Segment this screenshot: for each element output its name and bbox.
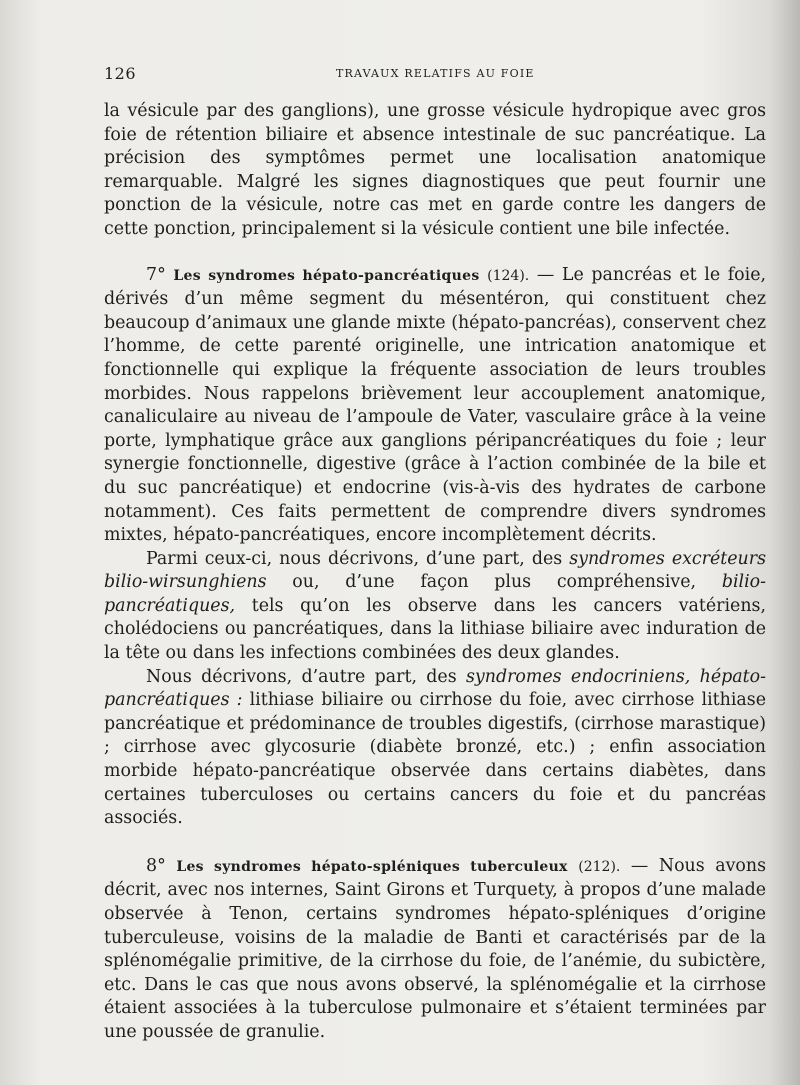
- section-8-ref: (212).: [578, 858, 621, 875]
- paragraph-endocriniens-b: lithiase biliaire ou cirrhose du foie, avec cirrhose lithiase pancréatique et prédominance de troubles digestifs, (cirrhose marastique) ; cirrhose avec glycosurie (diabète bronzé, etc.) ; enfin association morbide hépato-pancréatique observée dans certains diabètes, dans certaines tuberculoses ou certains cancers du foie et du pancréas associés.: [104, 690, 766, 829]
- running-title: TRAVAUX RELATIFS AU FOIE: [336, 67, 535, 80]
- section-7-paragraph: [104, 264, 766, 548]
- paragraph-bilio: [104, 548, 766, 666]
- section-8-text: — Nous avons décrit, avec nos internes, Saint Girons et Turquety, à propos d’une malade observée à Tenon, certains syndromes hépato-spléniques d’origine tuberculeuse, voisins de la maladie de Banti et caractérisés par de la splénomégalie primitive, de la cirrhose du foie, de l’anémie, du subictère, etc. Dans le cas que nous avons observé, la splénomégalie et la cirrhose étaient associées à la tuberculose pulmonaire et s’étaient terminées par une poussée de granulie.: [104, 855, 767, 1042]
- page-header: [104, 64, 764, 84]
- section-7-heading: Les syndromes hépato-pancréatiques: [173, 267, 480, 284]
- paragraph-bilio-a: Parmi ceux-ci, nous décrivons, d’une part, des: [146, 548, 563, 569]
- term-endocriniens: syndromes endocriniens, hépato-pancréatiques :: [104, 666, 766, 711]
- section-8-paragraph: [104, 855, 766, 1045]
- section-8-number: 8°: [146, 855, 166, 876]
- section-7-number: 7°: [146, 264, 166, 285]
- paragraph-bilio-b: ou, d’une façon plus compréhensive,: [292, 572, 697, 593]
- body-text: [104, 100, 766, 1045]
- term-bilio-pancreatiques: bilio-pancréatiques,: [104, 572, 766, 616]
- section-7-text: — Le pancréas et le foie, dérivés d’un même segment du mésentéron, qui constituent chez beaucoup d’animaux une glande mixte (hépato-pancréas), conservent chez l’homme, de cette parenté originelle, une intrication anatomique et fonctionnelle qui explique la fréquente association de leurs troubles morbides. Nous rappelons brièvement leur accouplement anatomique, canaliculaire au niveau de l’ampoule de Vater, vasculaire grâce à la veine porte, lymphatique grâce aux ganglions péripancréatiques du foie ; leur synergie fonctionnelle, digestive (grâce à l’action combinée de la bile et du suc pancréatique) et endocrine (vis-à-vis des hydrates de carbone notamment). Ces faits permettent de comprendre divers syndromes mixtes, hépato-pancréatiques, encore incomplètement décrits.: [104, 264, 767, 546]
- paragraph-bilio-c: tels qu’on les observe dans les cancers vatériens, cholédociens ou pancréatiques, dans la lithiase biliaire avec induration de la tête ou dans les infections combinées des deux glandes.: [104, 595, 766, 664]
- page-number: 126: [104, 64, 137, 83]
- paragraph-continued: la vésicule par des ganglions), une grosse vésicule hydropique avec gros foie de rétention biliaire et absence intestinale de suc pancréatique. La précision des symptômes permet une localisation anatomique remarquable. Malgré les signes diagnostiques que peut fournir une ponction de la vésicule, notre cas met en garde contre les dangers de cette ponction, principalement si la vésicule contient une bile infectée.: [104, 101, 766, 239]
- paragraph-endocriniens: [104, 666, 766, 831]
- section-7-ref: (124).: [487, 267, 530, 284]
- paragraph-endocriniens-a: Nous décrivons, d’autre part, des: [146, 666, 457, 687]
- section-8-heading: Les syndromes hépato-spléniques tuberculeux: [176, 858, 568, 875]
- term-excreteurs: syndromes excréteurs bilio-wirsunghiens: [104, 548, 766, 593]
